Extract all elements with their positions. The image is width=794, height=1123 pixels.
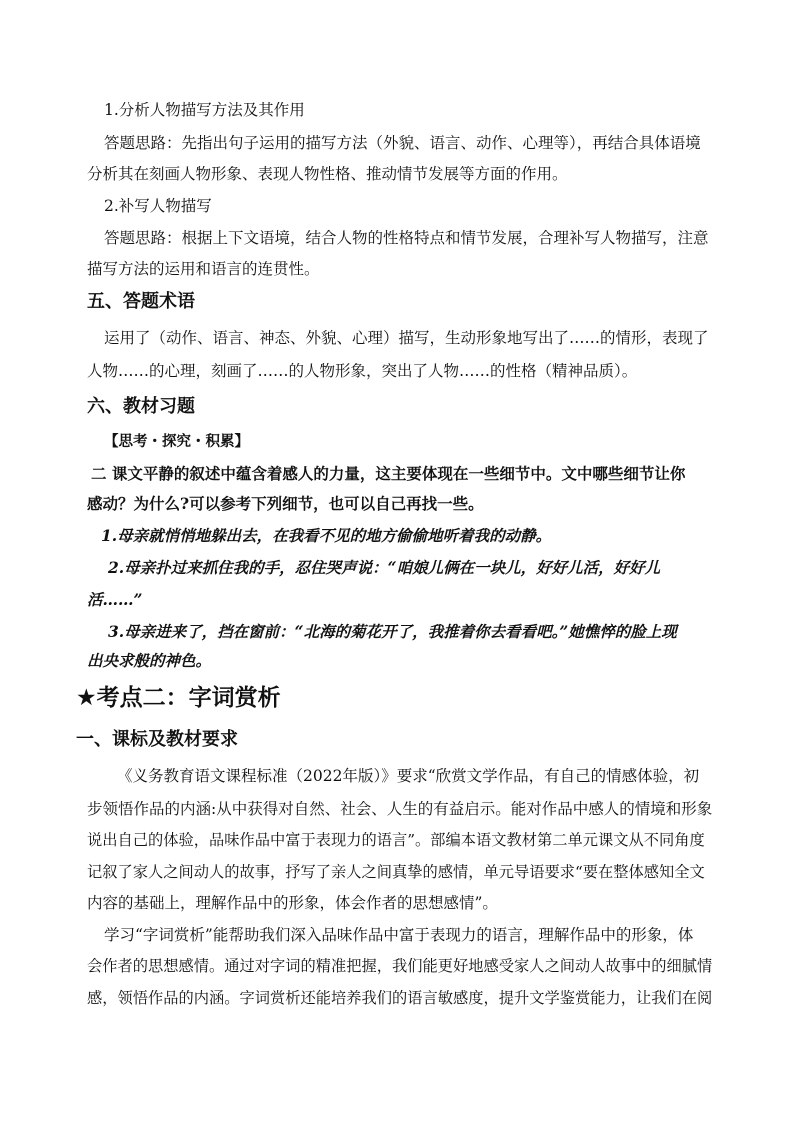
answer-terms-line1: 运用了（动作、语言、神态、外貌、心理）描写，生动形象地写出了……的情形，表现了 [104,329,709,347]
standards-p1-line5: 内容的基础上，理解作品中的形象，体会作者的思想感情”。 [87,894,498,912]
detail-2-line2: 活……” [87,590,143,609]
kaodian-heading: ★考点二：字词赏析 [76,685,281,711]
item1-text-line2: 分析其在刻画人物形象、表现人物性格、推动情节发展等方面的作用。 [87,165,568,183]
standards-p2-line2: 会作者的思想感情。通过对字词的精准把握，我们能更好地感受家人之间动人故事中的细腻情 [87,957,713,975]
item2-text-line1: 答题思路：根据上下文语境，结合人物的性格特点和情节发展，合理补写人物描写，注意 [104,229,709,247]
standards-p2-line3: 感，领悟作品的内涵。字词赏析还能培养我们的语言敏感度，提升文学鉴赏能力，让我们在阅 [87,989,713,1007]
standards-p1-line4: 记叙了家人之间动人的故事，抒写了亲人之间真挚的感情，单元导语要求“要在整体感知全文 [87,863,705,881]
standards-p2-line1: 学习“字词赏析”能帮助我们深入品味作品中富于表现力的语言，理解作品中的形象，体 [104,926,694,944]
item1-text-line1: 答题思路：先指出句子运用的描写方法（外貌、语言、动作、心理等），再结合具体语境 [104,134,701,152]
detail-3-line2: 出央求般的神色。 [87,651,212,670]
exercise-question-line1: 二 课文平静的叙述中蕴含着感人的力量，这主要体现在一些细节中。文中哪些细节让你 [91,464,686,483]
item1-title: 1.分析人物描写方法及其作用 [104,101,305,119]
detail-1: 1.母亲就悄悄地躲出去，在我看不见的地方偷偷地听着我的动静。 [101,526,552,545]
section-heading-exercises: 六、教材习题 [87,396,195,417]
standards-p1-line1: 《义务教育语文课程标准（2022年版）》要求“欣赏文学作品，有自己的情感体验，初 [117,767,700,785]
exercise-question-line2: 感动？为什么?可以参考下列细节，也可以自己再找一些。 [87,494,484,513]
section-heading-standards: 一、课标及教材要求 [76,729,238,750]
exercise-tag: 【思考・探究・积累】 [104,433,249,450]
section-heading-answer-terms: 五、答题术语 [87,291,195,312]
item2-text-line2: 描写方法的运用和语言的连贯性。 [87,260,320,278]
item2-title: 2.补写人物描写 [104,197,212,215]
standards-p1-line3: 说出自己的体验，品味作品中富于表现力的语言”。部编本语文教材第二单元课文从不同角度 [87,831,705,849]
detail-2-line1: 2.母亲扑过来抓住我的手，忍住哭声说：“咱娘儿俩在一块儿，好好儿活，好好儿 [108,558,661,577]
detail-3-line1: 3.母亲进来了，挡在窗前：“北海的菊花开了，我推着你去看看吧。”她憔悴的脸上现 [108,622,677,641]
answer-terms-line2: 人物……的心理，刻画了……的人物形象，突出了人物……的性格（精神品质）。 [87,362,638,380]
standards-p1-line2: 步领悟作品的内涵:从中获得对自然、社会、人生的有益启示。能对作品中感人的情境和形象 [87,800,713,818]
